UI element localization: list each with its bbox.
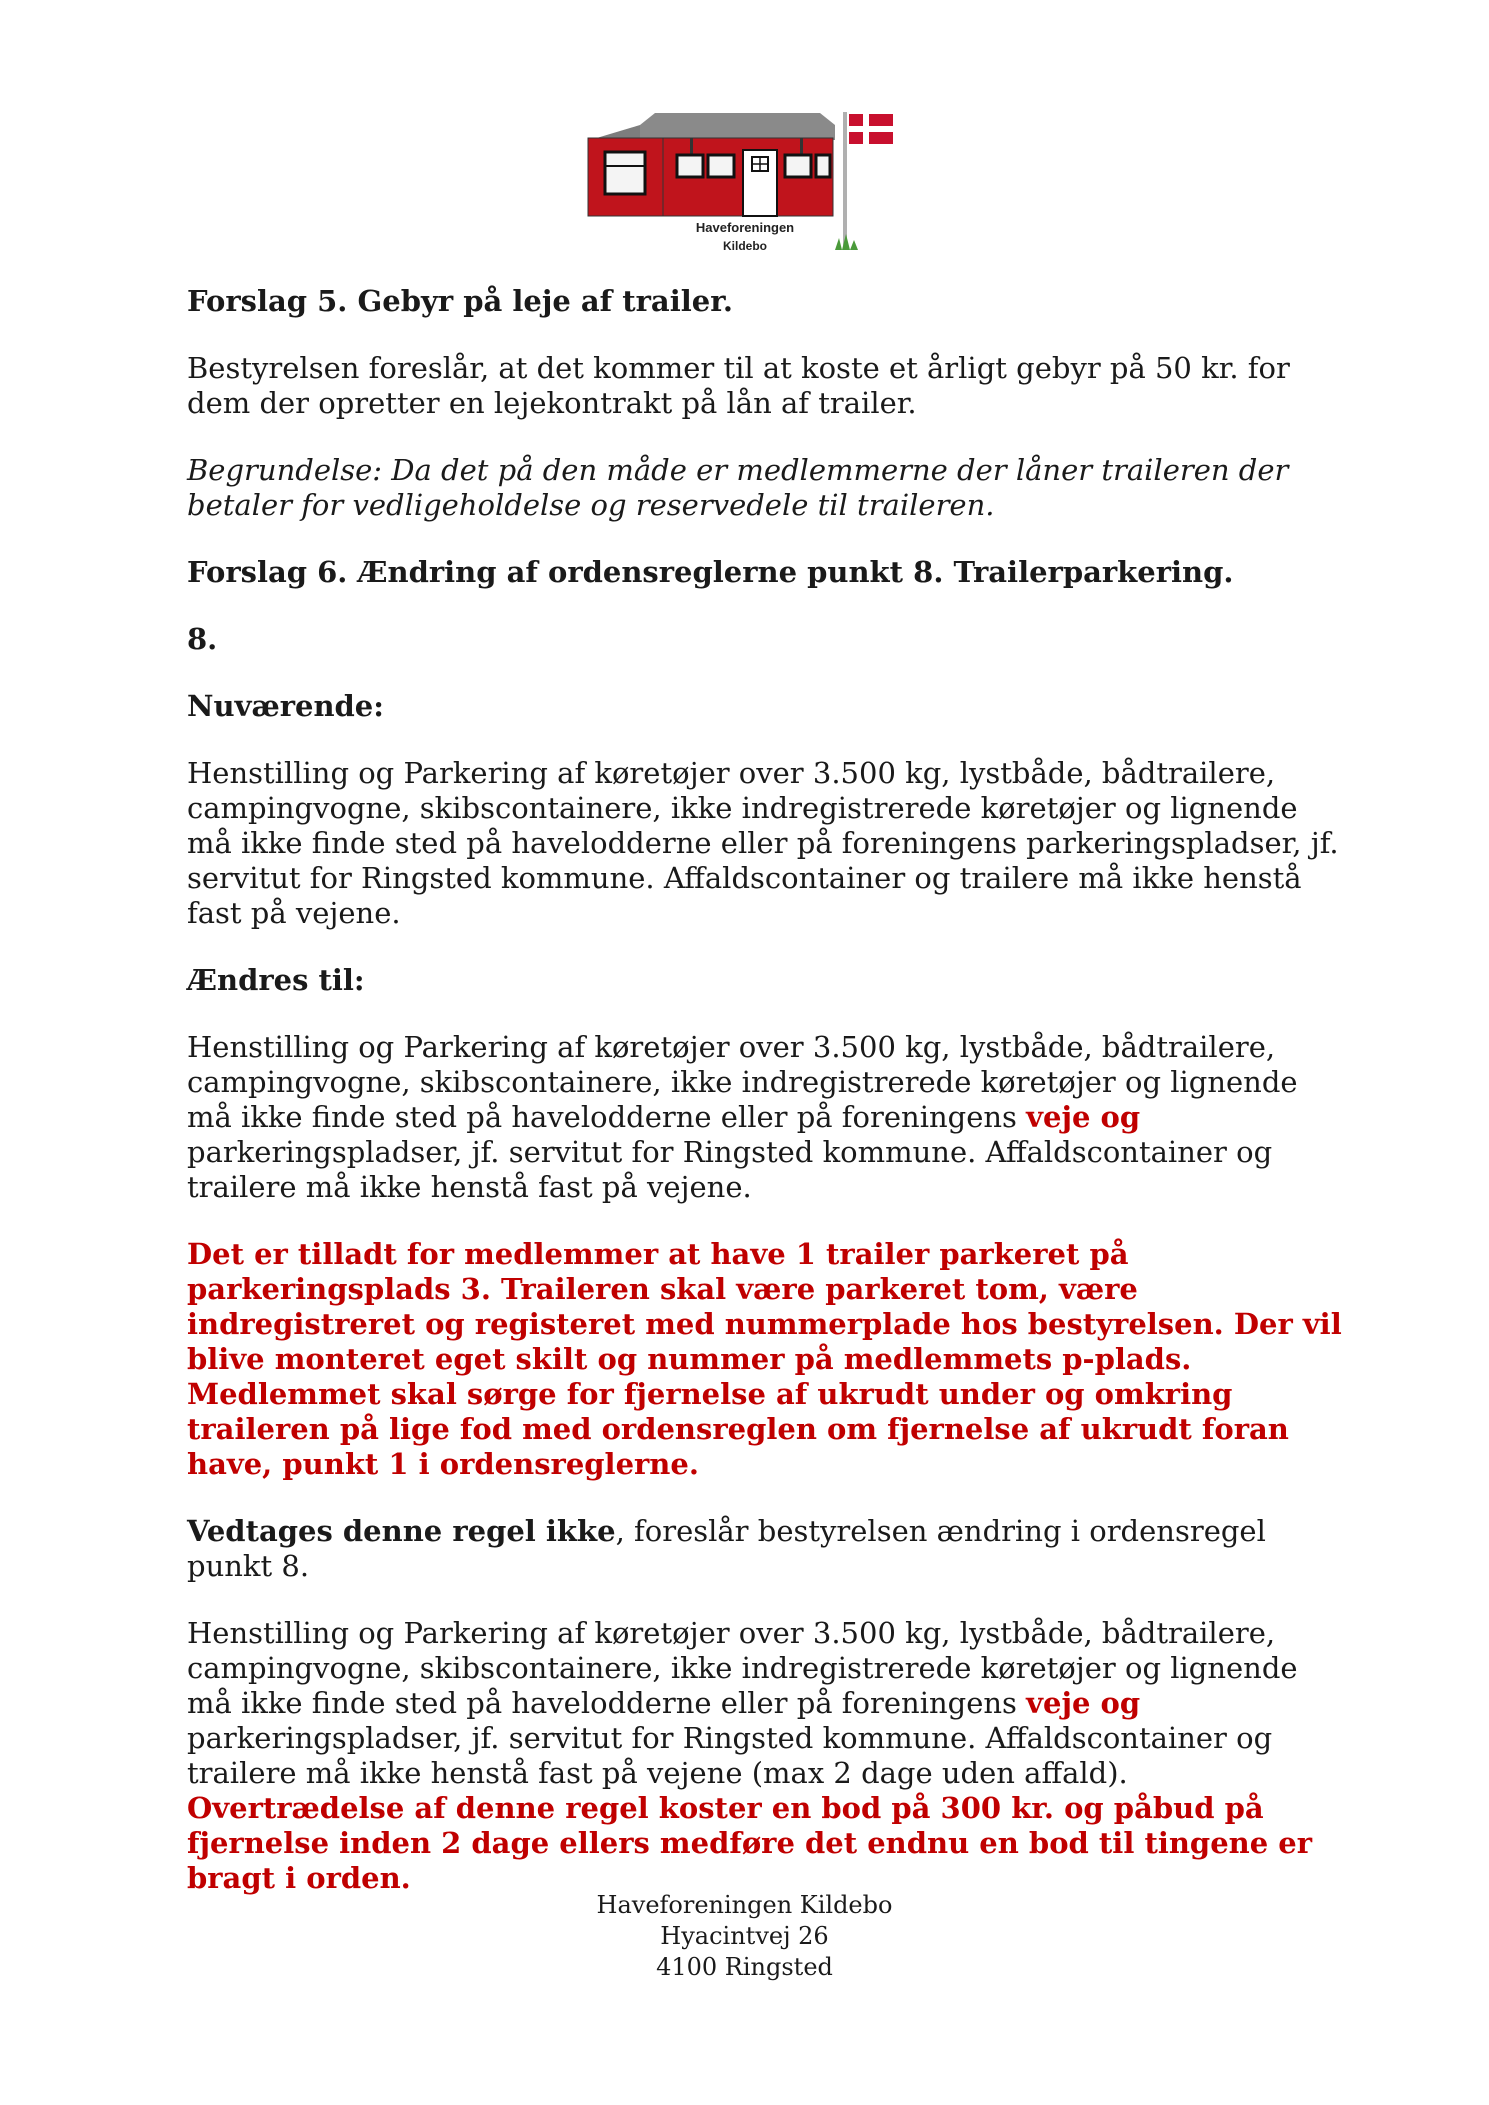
footer-city: 4100 Ringsted	[656, 1953, 833, 1981]
alternative-rule-text	[187, 1616, 1347, 1896]
window-icon	[785, 155, 811, 177]
haveforeningen-kildebo-logo	[580, 110, 900, 260]
footer-org: Haveforeningen Kildebo	[596, 1891, 893, 1919]
alternative-intro-rest: , foreslår bestyrelsen ændring i ordensregel punkt 8.	[187, 1514, 1266, 1583]
alternative-intro-bold: Vedtages denne regel ikke	[187, 1514, 616, 1548]
proposal-6-heading: Forslag 6. Ændring af ordensreglerne punkt 8. Trailerparkering.	[187, 555, 1234, 589]
alternative-intro	[187, 1514, 1347, 1584]
current-label: Nuværende:	[187, 689, 384, 723]
alternative-rule-highlight: veje og	[1026, 1686, 1141, 1720]
flagpole	[843, 112, 847, 250]
changed-rule-text	[187, 1030, 1347, 1205]
alternative-rule-penalty: Overtrædelse af denne regel koster en bod på 300 kr. og påbud på fjernelse inden 2 dage ellers medføre det endnu en bod til tingene er bragt i orden.	[187, 1791, 1313, 1895]
footer-address	[0, 1890, 1489, 1983]
proposal-5-body: Bestyrelsen foreslår, at det kommer til at koste et årligt gebyr på 50 kr. for dem der opretter en lejekontrakt på lån af trailer.	[187, 351, 1290, 420]
footer-street: Hyacintvej 26	[660, 1922, 829, 1950]
changed-rule-highlight: veje og	[1026, 1100, 1141, 1134]
logo-text-line2: Kildebo	[723, 239, 767, 253]
trailer-allowed-rule: Det er tilladt for medlemmer at have 1 trailer parkeret på parkeringsplads 3. Traileren skal være parkeret tom, være indregistreret og registeret med nummerplade hos bestyrelsen. Der vil blive monteret eget skilt og nummer på medlemmets p-plads. Medlemmet skal sørge for fjernelse af ukrudt under og omkring traileren på lige fod med ordensreglen om fjernelse af ukrudt foran have, punkt 1 i ordensreglerne.	[187, 1237, 1342, 1481]
rule-number: 8.	[187, 622, 218, 656]
alternative-rule-pre: Henstilling og Parkering af køretøjer over 3.500 kg, lystbåde, bådtrailere, campingvogne, skibscontainere, ikke indregistrerede køretøjer og lignende må ikke finde sted på havelodderne eller på foreningens	[187, 1616, 1298, 1720]
alternative-rule-mid: parkeringspladser, jf. servitut for Ringsted kommune. Affaldscontainer og trailere må ikke henstå fast på vejene (max 2 dage uden affald).	[187, 1721, 1273, 1790]
window-icon	[677, 155, 703, 177]
changed-rule-post: parkeringspladser, jf. servitut for Ringsted kommune. Affaldscontainer og trailere må ikke henstå fast på vejene.	[187, 1135, 1273, 1204]
logo-text-line1: Haveforeningen	[695, 220, 795, 235]
grass-icon	[835, 234, 858, 250]
changed-rule-pre: Henstilling og Parkering af køretøjer over 3.500 kg, lystbåde, bådtrailere, campingvogne, skibscontainere, ikke indregistrerede køretøjer og lignende må ikke finde sted på havelodderne eller på foreningens	[187, 1030, 1298, 1134]
proposal-5-reason: Begrundelse: Da det på den måde er medlemmerne der låner traileren der betaler for vedligeholdelse og reservedele til traileren.	[187, 453, 1289, 522]
window-icon	[708, 155, 734, 177]
current-rule-text: Henstilling og Parkering af køretøjer over 3.500 kg, lystbåde, bådtrailere, campingvogne, skibscontainere, ikke indregistrerede køretøjer og lignende må ikke finde sted på havelodderne eller på foreningens parkeringspladser, jf. servitut for Ringsted kommune. Affaldscontainer og trailere må ikke henstå fast på vejene.	[187, 756, 1339, 930]
window-icon	[816, 155, 830, 177]
proposal-5-heading: Forslag 5. Gebyr på leje af trailer.	[187, 284, 733, 318]
window-icon	[605, 152, 645, 194]
main-roof	[640, 113, 835, 140]
change-label: Ændres til:	[187, 963, 365, 997]
document-body	[187, 284, 1347, 1896]
